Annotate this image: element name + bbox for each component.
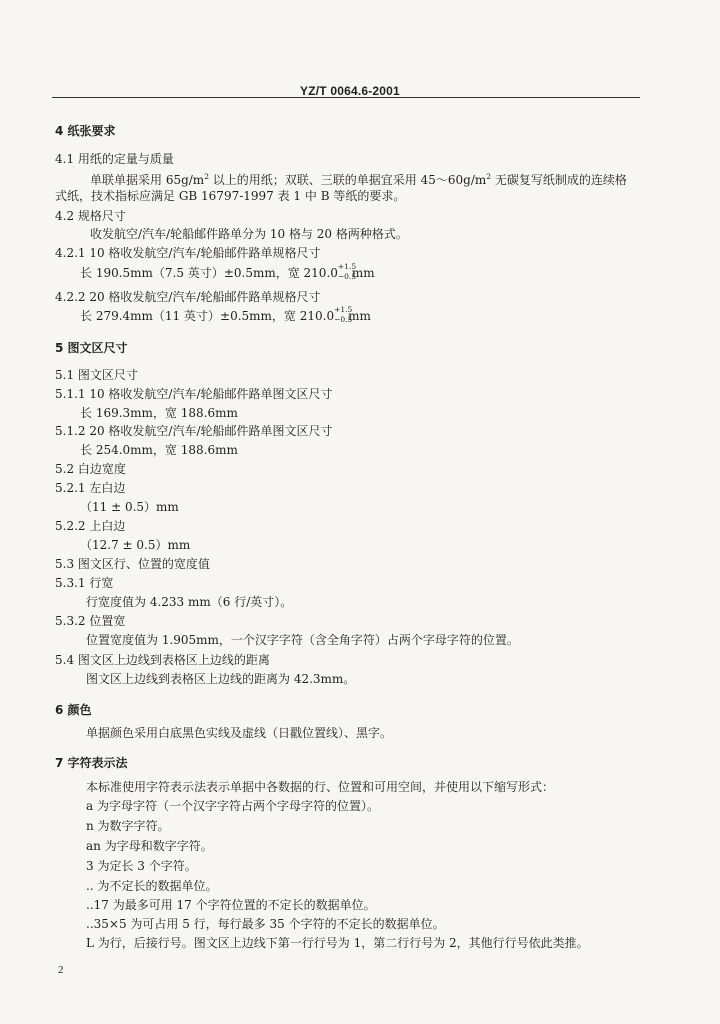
standard-code: YZ/T 0064.6-2001 — [300, 84, 400, 98]
section-5-1-heading: 5.1 图文区尺寸 — [55, 368, 138, 382]
section-4-2-heading: 4.2 规格尺寸 — [55, 209, 126, 223]
paragraph-5-3-1: 行宽度值为 4.233 mm（6 行/英寸）。 — [86, 595, 293, 609]
paragraph-4-1-line-1: 单联单据采用 $65g/m^2$ 以上的用纸；双联、三联的单据宜采用 $45\sim 60g/m^2$ 无碳复写纸制成的连续格 — [90, 172, 627, 187]
section-7-heading: 7 字符表示法 — [55, 756, 128, 770]
page-number: 2 — [58, 964, 64, 976]
paragraph-7-item-dots: .. 为不定长的数据单位。 — [86, 879, 218, 893]
paragraph-4-2-1: 长 190.5mm（7.5 英寸）±0.5mm，宽 210.0 +1.5 −0.5 mm — [80, 262, 375, 281]
paragraph-5-4: 图文区上边线到表格区上边线的距离为 42.3mm。 — [86, 672, 356, 686]
paragraph-5-2-2: （12.7 ± 0.5）mm — [80, 538, 191, 552]
tolerance-4-2-1: +1.5 −0.5 — [337, 262, 357, 281]
paragraph-7-item-3: 3 为定长 3 个字符。 — [86, 859, 197, 873]
section-5-2-2-heading: 5.2.2 上白边 — [55, 519, 126, 533]
paragraph-7-item-n: n 为数字字符。 — [86, 819, 170, 833]
section-5-4-heading: 5.4 图文区上边线到表格区上边线的距离 — [55, 653, 270, 667]
section-5-1-2-heading: 5.1.2 20 格收发航空/汽车/轮船邮件路单图文区尺寸 — [55, 424, 333, 438]
paragraph-4-1-line-2: 式纸，技术指标应满足 GB 16797-1997 表 1 中 B 等纸的要求。 — [55, 189, 406, 203]
section-5-2-heading: 5.2 白边宽度 — [55, 462, 126, 476]
paragraph-7-item-L: L 为行，后接行号。图文区上边线下第一行行号为 1，第二行行号为 2，其他行行号依此类推。 — [86, 936, 589, 950]
paragraph-4-2-2: 长 279.4mm（11 英寸）±0.5mm，宽 210.0 +1.5 −0.5 mm — [80, 305, 371, 324]
paragraph-5-1-1: 长 169.3mm，宽 188.6mm — [80, 406, 238, 420]
section-4-heading: 4 纸张要求 — [55, 124, 116, 138]
section-5-1-1-heading: 5.1.1 10 格收发航空/汽车/轮船邮件路单图文区尺寸 — [55, 387, 333, 401]
section-4-2-2-heading: 4.2.2 20 格收发航空/汽车/轮船邮件路单规格尺寸 — [55, 290, 321, 304]
paragraph-7-item-an: an 为字母和数字字符。 — [86, 839, 213, 853]
section-5-heading: 5 图文区尺寸 — [55, 341, 128, 355]
paragraph-4-2: 收发航空/汽车/轮船邮件路单分为 10 格与 20 格两种格式。 — [90, 227, 408, 241]
section-4-2-1-heading: 4.2.1 10 格收发航空/汽车/轮船邮件路单规格尺寸 — [55, 246, 321, 260]
section-5-3-1-heading: 5.3.1 行宽 — [55, 576, 114, 590]
section-5-3-heading: 5.3 图文区行、位置的宽度值 — [55, 557, 210, 571]
section-6-heading: 6 颜色 — [55, 703, 92, 717]
section-4-1-heading: 4.1 用纸的定量与质量 — [55, 152, 174, 166]
paragraph-6: 单据颜色采用白底黑色实线及虚线（日戳位置线）、黑字。 — [86, 726, 393, 740]
paragraph-5-2-1: （11 ± 0.5）mm — [80, 500, 179, 514]
header-rule — [52, 97, 640, 98]
paragraph-7-item-17: ..17 为最多可用 17 个字符位置的不定长的数据单位。 — [86, 898, 376, 912]
paragraph-5-1-2: 长 254.0mm，宽 188.6mm — [80, 443, 238, 457]
tolerance-4-2-2: +1.5 −0.5 — [334, 305, 353, 324]
paragraph-5-3-2: 位置宽度值为 1.905mm，一个汉字字符（含全角字符）占两个字母字符的位置。 — [86, 633, 519, 647]
section-5-2-1-heading: 5.2.1 左白边 — [55, 481, 126, 495]
paragraph-7-item-35x5: ..35×5 为可占用 5 行，每行最多 35 个字符的不定长的数据单位。 — [86, 917, 445, 931]
section-5-3-2-heading: 5.3.2 位置宽 — [55, 614, 126, 628]
paragraph-7-item-a: a 为字母字符（一个汉字字符占两个字母字符的位置）。 — [86, 799, 379, 813]
paragraph-7-intro: 本标准使用字符表示法表示单据中各数据的行、位置和可用空间，并使用以下缩写形式： — [86, 780, 555, 794]
